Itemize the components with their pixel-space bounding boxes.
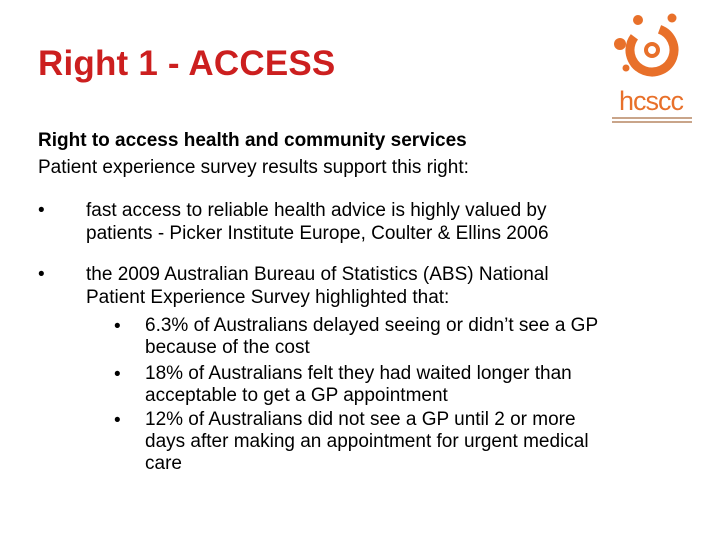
- sub-bullet-line: 18% of Australians felt they had waited longer than: [145, 363, 572, 384]
- sub-bullet-marker: •: [114, 316, 121, 337]
- logo-tagline-lines: [612, 117, 692, 123]
- bullet-line: fast access to reliable health advice is highly valued by: [86, 200, 547, 221]
- sub-bullet-line: days after making an appointment for urgent medical: [145, 431, 589, 452]
- sub-bullet-item-2: [76, 363, 696, 409]
- intro-text: Patient experience survey results support this right:: [38, 157, 469, 178]
- sub-bullet-marker: •: [114, 364, 121, 385]
- bullet-marker: •: [38, 200, 45, 221]
- bullet-line: patients - Picker Institute Europe, Coulter & Ellins 2006: [86, 223, 549, 244]
- sub-bullet-text: [145, 409, 685, 475]
- slide-title: Right 1 - ACCESS: [38, 44, 336, 83]
- bullet-line: the 2009 Australian Bureau of Statistics (ABS) National: [86, 264, 549, 285]
- sub-bullet-list: [76, 315, 696, 479]
- sub-bullet-text: [145, 315, 685, 359]
- sub-bullet-text: [145, 363, 685, 407]
- sub-bullet-line: because of the cost: [145, 337, 310, 358]
- sub-bullet-line: care: [145, 453, 182, 474]
- circle-of-people-logo-icon: [606, 12, 696, 86]
- sub-bullet-item-3: [76, 409, 696, 479]
- sub-bullet-item-1: [76, 315, 696, 363]
- bullet-marker: •: [38, 264, 45, 285]
- hcscc-logo: [606, 12, 696, 122]
- logo-text: hcscc: [618, 86, 684, 116]
- sub-bullet-line: acceptable to get a GP appointment: [145, 385, 448, 406]
- bullet-text: [86, 199, 686, 245]
- slide-subtitle: Right to access health and community services: [38, 130, 467, 151]
- bullet-item-2: [38, 263, 698, 313]
- bullet-item-1: [38, 199, 698, 249]
- bullet-line: Patient Experience Survey highlighted that:: [86, 287, 450, 308]
- bullet-text: [86, 263, 686, 309]
- sub-bullet-line: 12% of Australians did not see a GP until 2 or more: [145, 409, 576, 430]
- sub-bullet-marker: •: [114, 410, 121, 431]
- sub-bullet-line: 6.3% of Australians delayed seeing or didn’t see a GP: [145, 315, 599, 336]
